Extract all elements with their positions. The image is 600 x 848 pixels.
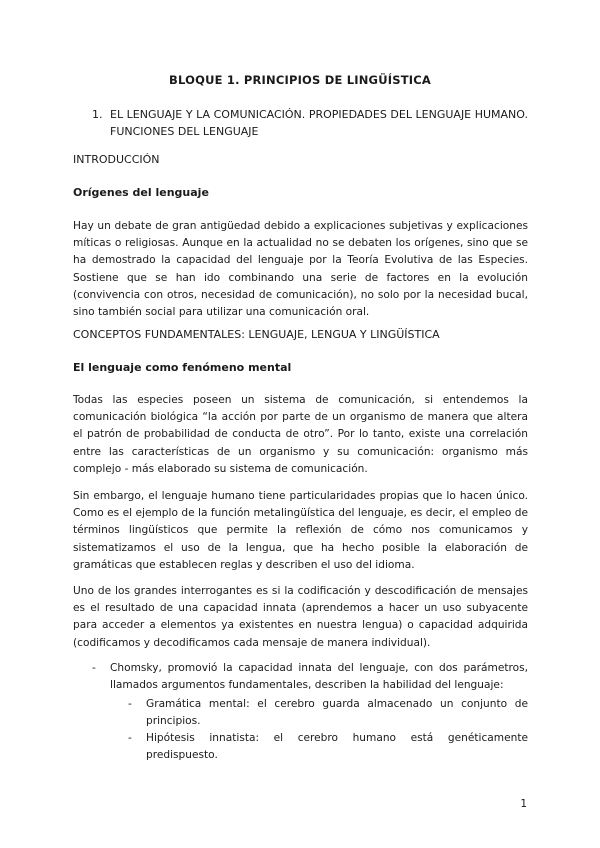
page-title: BLOQUE 1. PRINCIPIOS DE LINGÜÍSTICA [169,73,431,87]
list-item-hipotesis-innatista: Hipótesis innatista: el cerebro humano está genéticamente predispuesto. [146,732,528,761]
heading-text: EL LENGUAJE Y LA COMUNICACIÓN. PROPIEDADES DEL LENGUAJE HUMANO. FUNCIONES DEL LENGUAJE [110,108,528,138]
section-introduccion: INTRODUCCIÓN [73,153,160,166]
subheading-fenomeno-mental: El lenguaje como fenómeno mental [73,361,292,374]
paragraph-origenes: Hay un debate de gran antigüedad debido a explicaciones subjetivas y explicaciones míticas o religiosas. Aunque en la actualidad no se debaten los orígenes, sino que se ha demostrado la capacidad del lenguaje por la Teoría Evolutiva de las Especies. Sostiene que se han ido combinando una serie de factores en la evolución (convivencia con otros, necesidad de comunicación), no solo por la necesidad bucal, sino también social para utilizar una comunicación oral. [73,220,528,319]
list-dash: - [128,732,132,744]
section-heading [92,106,528,140]
list-dash: - [128,698,132,710]
list-dash: - [92,662,96,674]
subheading-origenes: Orígenes del lenguaje [73,186,209,199]
heading-number: 1. [92,108,103,121]
paragraph-interrogantes: Uno de los grandes interrogantes es si la codificación y descodificación de mensajes es el resultado de una capacidad innata (aprendemos a hacer un uso subyacente para acceder a elementos ya existentes en nuestra lengua) o capacidad adquirida (codificamos y decodificamos cada mensaje de manera individual). [73,585,528,649]
paragraph-lenguaje-humano: Sin embargo, el lenguaje humano tiene particularidades propias que lo hacen único. Como es el ejemplo de la función metalingüística del lenguaje, es decir, el empleo de términos lingüísticos que permite la reflexión de cómo nos comunicamos y sistematizamos el uso de la lengua, que ha hecho posible la elaboración de gramáticas que establecen reglas y describen el uso del idioma. [73,490,528,571]
list-item-gramatica-mental: Gramática mental: el cerebro guarda almacenado un conjunto de principios. [146,698,528,727]
paragraph-especies: Todas las especies poseen un sistema de comunicación, si entendemos la comunicación biológica “la acción por parte de un organismo de manera que altera el patrón de probabilidad de conducta de otro”. Por lo tanto, existe una correlación entre las características de un organismo y su comunicación: organismo más complejo - más elaborado su sistema de comunicación. [73,394,528,475]
section-conceptos: CONCEPTOS FUNDAMENTALES: LENGUAJE, LENGUA Y LINGÜÍSTICA [73,328,440,341]
page-number: 1 [520,798,527,810]
list-item-chomsky: Chomsky, promovió la capacidad innata del lenguaje, con dos parámetros, llamados argumentos fundamentales, describen la habilidad del lenguaje: [110,662,528,691]
